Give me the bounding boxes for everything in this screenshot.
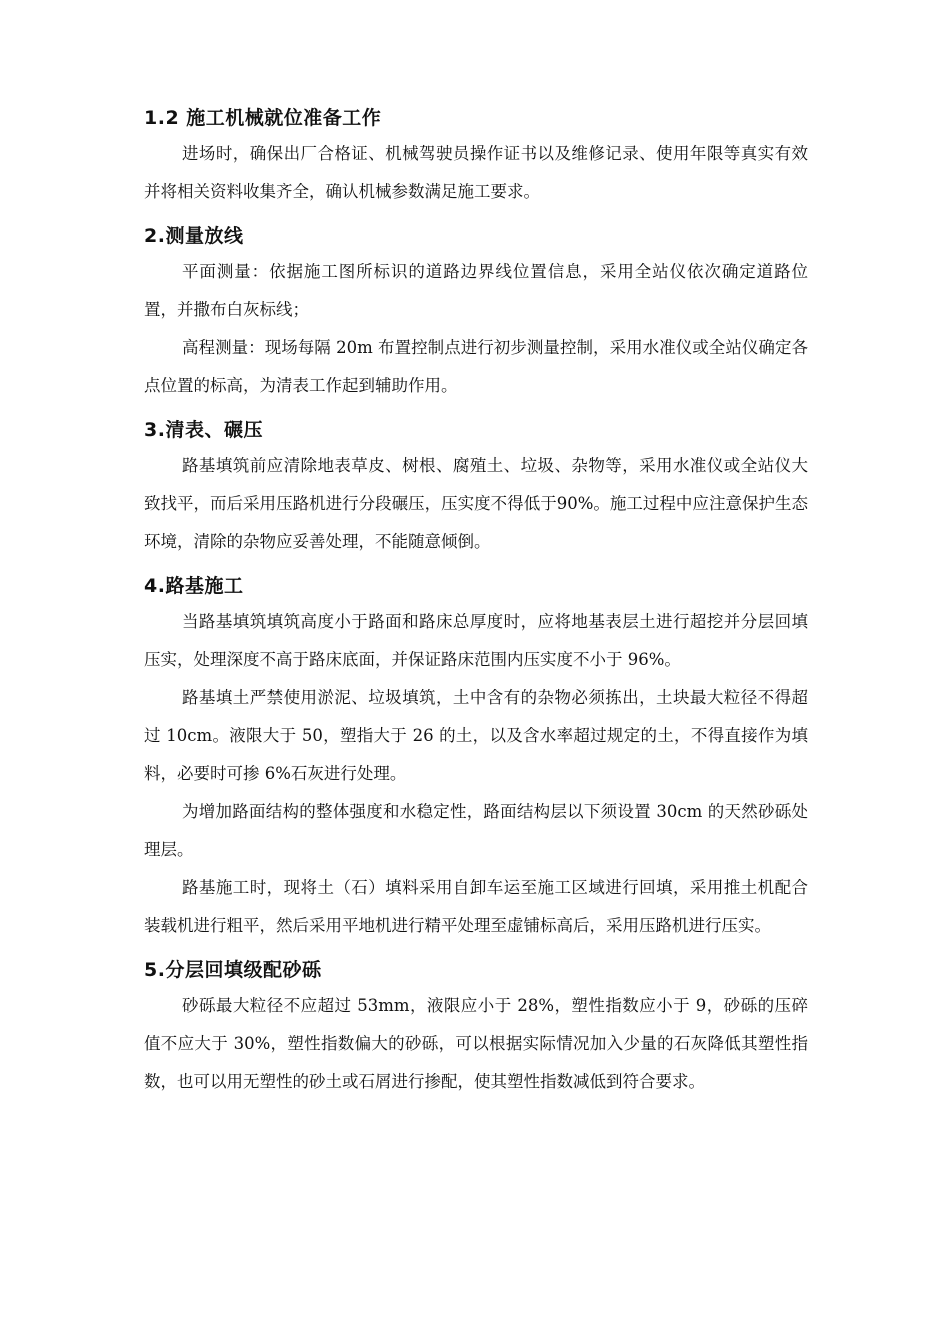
paragraph-4-b: 路基填土严禁使用淤泥、垃圾填筑，土中含有的杂物必须拣出，土块最大粒径不得超过 10cm。液限大于 50，塑指大于 26 的土，以及含水率超过规定的土，不得直接作为填料，必要时可掺 6%石灰进行处理。: [144, 688, 808, 783]
section-heading-1-2: 1.2 施工机械就位准备工作: [144, 107, 382, 129]
section-gap: [144, 945, 808, 953]
paragraph-1-2-a: 进场时，确保出厂合格证、机械驾驶员操作证书以及维修记录、使用年限等真实有效并将相关资料收集齐全，确认机械参数满足施工要求。: [144, 144, 808, 201]
paragraph-5-a: 砂砾最大粒径不应超过 53mm，液限应小于 28%，塑性指数应小于 9，砂砾的压碎值不应大于 30%，塑性指数偏大的砂砾，可以根据实际情况加入少量的石灰降低其塑性指数，也可以用无塑性的砂土或石屑进行掺配，使其塑性指数减低到符合要求。: [144, 996, 808, 1091]
document-body: [144, 101, 808, 1101]
paragraph-2-b: 高程测量：现场每隔 20m 布置控制点进行初步测量控制，采用水准仪或全站仪确定各点位置的标高，为清表工作起到辅助作用。: [144, 338, 808, 395]
section-heading-4: 4.路基施工: [144, 575, 244, 597]
paragraph-3-a: 路基填筑前应清除地表草皮、树根、腐殖土、垃圾、杂物等，采用水准仪或全站仪大致找平，而后采用压路机进行分段碾压，压实度不得低于90%。施工过程中应注意保护生态环境，清除的杂物应妥善处理，不能随意倾倒。: [144, 456, 808, 551]
section-heading-2: 2.测量放线: [144, 225, 244, 247]
paragraph-4-d: 路基施工时，现将土（石）填料采用自卸车运至施工区域进行回填，采用推土机配合装载机进行粗平，然后采用平地机进行精平处理至虚铺标高后，采用压路机进行压实。: [144, 878, 808, 935]
section-heading-3: 3.清表、碾压: [144, 419, 263, 441]
paragraph-4-a: 当路基填筑填筑高度小于路面和路床总厚度时，应将地基表层土进行超挖并分层回填压实，处理深度不高于路床底面，并保证路床范围内压实度不小于 96%。: [144, 612, 808, 669]
section-heading-5: 5.分层回填级配砂砾: [144, 959, 322, 981]
section-gap: [144, 211, 808, 219]
paragraph-4-c: 为增加路面结构的整体强度和水稳定性，路面结构层以下须设置 30cm 的天然砂砾处理层。: [144, 802, 808, 859]
section-gap: [144, 405, 808, 413]
paragraph-2-a: 平面测量：依据施工图所标识的道路边界线位置信息，采用全站仪依次确定道路位置，并撒布白灰标线；: [144, 262, 808, 319]
section-gap: [144, 561, 808, 569]
